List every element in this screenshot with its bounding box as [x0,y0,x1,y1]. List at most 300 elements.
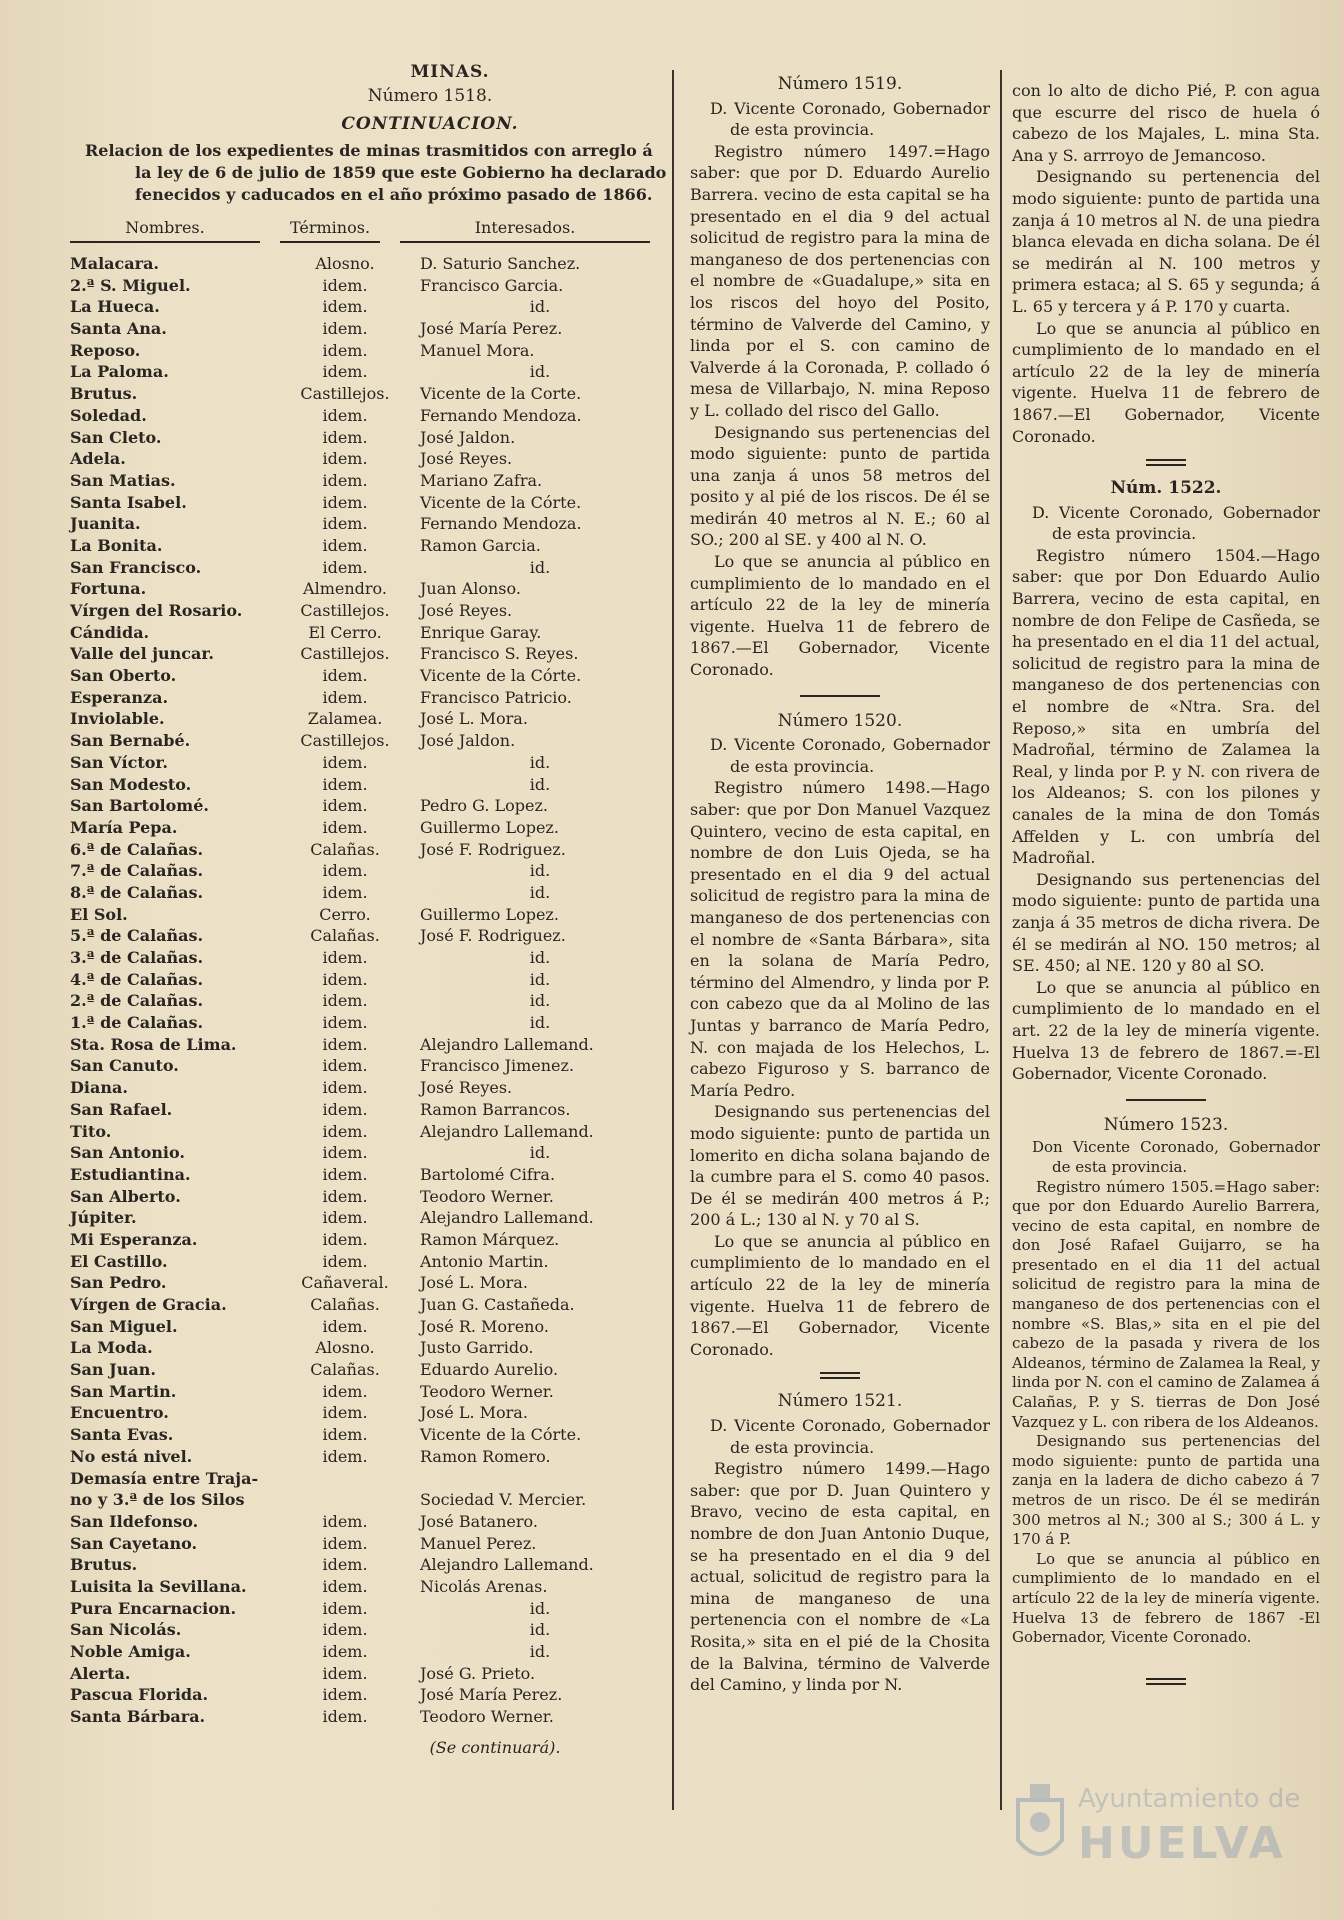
mine-term: Zalamea. [307,709,383,729]
table-row [70,839,670,861]
mine-interested-party: Eduardo Aurelio. [420,1360,559,1380]
article-title-1519: Número 1519. [777,74,903,94]
separator-double [1146,1678,1186,1685]
mine-term: idem. [322,861,368,881]
coat-of-arms-icon [1010,1780,1070,1870]
mine-name: Brutus. [70,384,138,404]
mine-term: idem. [322,666,368,686]
mine-term: idem. [322,991,368,1011]
mine-interested-party: Alejandro Lallemand. [420,1034,594,1054]
mine-term: idem. [322,557,368,577]
mine-term: idem. [322,817,368,837]
mine-name: 2.ª S. Miguel. [70,275,191,295]
mine-interested-party: Antonio Martin. [420,1251,549,1271]
mine-interested-party: Alejandro Lallemand. [420,1208,594,1228]
mine-name: San Bartolomé. [70,796,209,816]
table-row [70,1186,670,1208]
article-paragraph: Designando sus pertenencias del modo siguiente: punto de partida un lomerito en dicha solana bajando de la cumbre para el S. como 40 pasos. De él se medirán 400 metros á P.; 200 á L.; 130 al N. y 70 al S. [690,1102,990,1230]
mine-interested-party: id. [529,362,551,382]
column-announcements-1 [690,74,990,1696]
article-title-1520: Número 1520. [777,710,903,731]
mine-interested-party: id. [529,1143,551,1163]
watermark-line2: HUELVA [1078,1818,1286,1869]
mine-interested-party: José F. Rodriguez. [420,839,566,859]
table-row [70,1099,670,1121]
mine-interested-party: Alejandro Lallemand. [420,1121,594,1141]
table-row [70,361,670,383]
table-row [70,1077,670,1099]
mine-term: Calañas. [310,1360,380,1380]
mine-term: Calañas. [310,926,380,946]
mine-name: 8.ª de Calañas. [70,882,204,902]
mine-term: idem. [322,1446,368,1466]
table-row [70,990,670,1012]
mine-term: idem. [322,514,368,534]
mine-interested-party: id. [529,948,551,967]
mine-interested-party: Ramon Garcia. [420,535,541,555]
column-divider [672,70,674,1810]
mine-name: San Martin. [70,1381,177,1401]
table-row [70,1316,670,1338]
mine-term: idem. [322,1143,368,1163]
table-row [70,1533,670,1555]
mine-interested-party: Francisco Patricio. [420,687,572,707]
table-row [70,492,670,514]
mine-interested-party: Fernando Mendoza. [420,514,582,534]
article-paragraph: Lo que se anuncia al público en cumplimiento de lo mandado en el artículo 22 de la ley de minería vigente. Huelva 11 de febrero de 1867.—El Gobernador, Vicente Coronado. [690,1231,990,1359]
mine-interested-party: id. [529,557,551,577]
mine-term: idem. [322,1403,368,1423]
table-row [70,470,670,492]
table-row [70,969,670,991]
continuation-label: CONTINUACION. [341,114,519,134]
mine-interested-party: id. [529,1620,551,1640]
mine-term: Calañas. [310,1295,380,1314]
mine-name: Santa Bárbara. [70,1707,206,1727]
mine-name: Luisita la Sevillana. [70,1576,247,1596]
header-terminos: Términos. [280,218,380,243]
mine-name: Brutus. [70,1555,138,1575]
mine-name: María Pepa. [70,817,178,837]
article-paragraph: Registro número 1498.—Hago saber: que por Don Manuel Vazquez Quintero, vecino de esta capital, en nombre de don Luis Ojeda, se ha presentado en el dia 9 del actual solicitud de registro para la mina de manganeso de dos pertenencias con el nombre de «Santa Bárbara», sita en la solana de María Pedro, término del Almendro, y linda por P. con cabezo que da al Molino de las Juntas y barranco de María Pedro, N. con majada de los Helechos, L. cabezo Figuroso y S. barranco de María Pedro. [690,778,990,1100]
mine-name: San Oberto. [70,666,177,686]
mine-interested-party: Ramon Barrancos. [420,1099,571,1119]
table-row [70,774,670,796]
mine-term: idem. [322,427,368,447]
mine-term: idem. [322,449,368,469]
table-row [70,752,670,774]
table-row [70,1012,670,1034]
article-number: Número 1518. [367,86,493,106]
archive-watermark [1010,1770,1330,1890]
mine-term: Cañaveral. [301,1273,389,1293]
table-row [70,1381,670,1403]
mine-term: Almendro. [303,579,387,599]
mine-name: Pascua Florida. [70,1685,209,1705]
article-paragraph: Registro número 1499.—Hago saber: que por D. Juan Quintero y Bravo, vecino de esta capital, en nombre de don Juan Antonio Duque, se ha presentado en el dia 9 del actual, solicitud de registro para la mina de manganeso de una pertenencia con el nombre de «La Rosita,» sita en el pié de la Chosita de la Balvina, término de Valverde del Camino, y linda por N. [690,1459,990,1695]
mine-term: idem. [322,1425,368,1445]
mines-table [70,253,670,1728]
mine-name: Demasía entre Traja- [70,1468,259,1488]
mine-name: Santa Ana. [70,319,167,339]
table-row [70,296,670,318]
mine-name: Fortuna. [70,579,147,599]
mine-term: idem. [322,470,368,490]
mine-name: Adela. [70,449,126,469]
mine-interested-party: Fernando Mendoza. [420,405,582,425]
mine-term: Castillejos. [300,384,390,404]
mine-interested-party: Ramon Romero. [420,1446,551,1466]
table-row [70,600,670,622]
mine-term: idem. [322,492,368,512]
mine-name: San Juan. [70,1360,156,1380]
mine-interested-party: Francisco Jimenez. [420,1056,575,1076]
mine-interested-party: Francisco S. Reyes. [420,644,579,664]
mine-name: Soledad. [70,405,147,425]
mine-term: idem. [322,362,368,382]
mine-interested-party: Vicente de la Corte. [420,384,582,404]
table-row [70,1663,670,1685]
mine-interested-party: José Reyes. [420,601,513,620]
mine-interested-party: Sociedad V. Mercier. [420,1490,587,1510]
mine-interested-party: Juan Alonso. [420,579,521,599]
continues-note: (Se continuará). [429,1737,561,1757]
mine-name: San Bernabé. [70,731,191,751]
table-row [70,643,670,665]
article-paragraph: con lo alto de dicho Pié, P. con agua que escurre del risco de huela ó cabezo de los Majales, L. mina Sta. Ana y S. arrroyo de Jemancoso. [1012,81,1320,165]
table-row [70,1641,670,1663]
article-paragraph: Lo que se anuncia al público en cumplimiento de lo mandado en el artículo 22 de la ley de minería vigente. Huelva 13 de febrero de 1867 -El Gobernador, Vicente Coronado. [1012,1549,1320,1647]
mine-name: Malacara. [70,254,159,273]
mine-name: Valle del juncar. [70,644,214,664]
mine-interested-party: José L. Mora. [420,1273,528,1293]
governor-line: D. Vicente Coronado, Gobernador de esta provincia. [1032,502,1320,544]
table-row [70,1337,670,1359]
mine-name: San Cleto. [70,427,162,447]
separator-double [1146,459,1186,466]
mine-term: idem. [322,1685,368,1705]
mine-term: idem. [322,1598,368,1618]
column-minas-list [70,62,670,1757]
mine-interested-party: Teodoro Werner. [420,1707,554,1727]
mine-interested-party: Justo Garrido. [420,1338,534,1358]
mine-interested-party: José Jaldon. [420,427,516,447]
mine-name: San Antonio. [70,1143,185,1163]
mine-interested-party: José R. Moreno. [420,1316,549,1336]
mine-interested-party: Pedro G. Lopez. [420,796,548,816]
mine-interested-party: Vicente de la Córte. [420,492,582,512]
mine-term: Castillejos. [300,731,390,751]
mine-term: idem. [322,948,368,967]
mine-name: Santa Evas. [70,1425,174,1445]
table-row [70,1619,670,1641]
table-row [70,1554,670,1576]
column-divider [1000,70,1002,1810]
mine-name: Tito. [70,1121,112,1141]
mine-name: San Francisco. [70,557,202,577]
mine-term: idem. [322,1576,368,1596]
mine-name: Santa Isabel. [70,492,187,512]
table-row [70,1424,670,1446]
table-row [70,1034,670,1056]
governor-line: Don Vicente Coronado, Gobernador de esta provincia. [1032,1138,1320,1176]
mine-name: 4.ª de Calañas. [70,969,204,989]
mine-term: idem. [322,969,368,989]
table-row [70,275,670,297]
table-row [70,535,670,557]
table-row [70,925,670,947]
mine-term: Alosno. [315,254,375,273]
separator-double [820,1372,860,1379]
list-intro: Relacion de los expedientes de minas trasmitidos con arreglo á la ley de 6 de julio de 1859 que este Gobierno ha declarado fenecidos y caducados en el año próximo pasado de 1866. [85,141,667,204]
table-row [70,578,670,600]
mine-term: idem. [322,535,368,555]
mine-term: El Cerro. [308,622,382,642]
mine-term: idem. [322,1533,368,1553]
mine-interested-party: José Reyes. [420,449,513,469]
mine-term: idem. [322,1251,368,1271]
mine-term: idem. [322,752,368,772]
article-title-1522: Núm. 1522. [1110,478,1222,499]
mine-name: Esperanza. [70,687,169,707]
mine-term: idem. [322,319,368,339]
mine-interested-party: Guillermo Lopez. [420,904,559,924]
mine-term: idem. [322,1056,368,1076]
mine-term: idem. [322,1164,368,1184]
mine-name: San Ildefonso. [70,1511,199,1531]
table-header [70,218,670,243]
mine-name: La Hueca. [70,297,160,317]
header-nombres: Nombres. [70,218,260,243]
mine-interested-party: José Batanero. [420,1511,538,1531]
mine-name: San Rafael. [70,1099,173,1119]
mine-name: San Alberto. [70,1186,181,1206]
mine-name: Mi Esperanza. [70,1229,198,1249]
mine-name: No está nivel. [70,1446,193,1466]
table-row [70,427,670,449]
article-paragraph: Designando sus pertenencias del modo siguiente: punto de partida una zanja en la ladera de dicho cabezo á 7 metros de un risco. De él se medirán 300 metros al N.; 300 al S.; 300 á L. y 170 á P. [1012,1432,1320,1549]
mine-name: Reposo. [70,340,141,360]
table-row [70,1272,670,1294]
mine-interested-party: id. [529,882,551,902]
table-row [70,1251,670,1273]
mine-interested-party: Juan G. Castañeda. [420,1295,575,1314]
table-row [70,1489,670,1511]
table-row [70,557,670,579]
table-row [70,448,670,470]
mine-name: no y 3.ª de los Silos [70,1490,245,1510]
mine-term: idem. [322,1620,368,1640]
header-interesados: Interesados. [400,218,650,243]
mine-name: La Bonita. [70,535,163,555]
governor-line: D. Vicente Coronado, Gobernador de esta provincia. [710,1416,990,1457]
mine-term: idem. [322,1511,368,1531]
mine-name: San Matias. [70,470,176,490]
governor-line: D. Vicente Coronado, Gobernador de esta provincia. [710,735,990,776]
table-row [70,1294,670,1316]
mine-interested-party: Nicolás Arenas. [420,1576,548,1596]
table-row [70,947,670,969]
mine-name: Encuentro. [70,1403,169,1423]
mine-interested-party: id. [529,752,551,772]
mine-interested-party: José L. Mora. [420,709,528,729]
mine-interested-party [400,1468,660,1490]
mine-term: idem. [322,1642,368,1661]
table-row [70,1598,670,1620]
table-row [70,1142,670,1164]
mine-term: Cerro. [319,904,371,924]
mine-name: La Paloma. [70,362,169,382]
mine-name: San Cayetano. [70,1533,198,1553]
table-row [70,1402,670,1424]
mine-name: Inviolable. [70,709,165,729]
mine-term: idem. [322,340,368,360]
article-paragraph: Registro número 1505.=Hago saber: que por don Eduardo Aurelio Barrera, vecino de esta capital, en nombre de don José Rafael Guijarro, se ha presentado en el dia 11 del actual solicitud de registro para la mina de manganeso de dos pertenencias con el nombre «S. Blas,» sita en el pie del cabezo de la pasada y rivera de los Aldeanos, término de Zalamea la Real, y linda por N. con el camino de Zalamea á Calañas, P. y S. tierras de Don José Vazquez y L. con ribera de los Aldeanos. [1012,1177,1320,1431]
mine-interested-party: Bartolomé Cifra. [420,1164,556,1184]
mine-interested-party: José María Perez. [420,1685,563,1705]
mine-name: San Nicolás. [70,1620,182,1640]
mine-name: 1.ª de Calañas. [70,1013,204,1033]
table-row [70,665,670,687]
mine-name: Alerta. [70,1663,131,1683]
mine-term: idem. [322,1099,368,1119]
mine-term: idem. [322,1381,368,1401]
mine-name: Vírgen del Rosario. [70,601,243,620]
mine-name: Vírgen de Gracia. [70,1295,227,1314]
table-row [70,708,670,730]
section-title: MINAS. [410,62,490,82]
table-row [70,1359,670,1381]
mine-term: idem. [322,1555,368,1575]
table-row [70,730,670,752]
table-row [70,1164,670,1186]
mine-interested-party: id. [529,1642,551,1661]
mine-name: San Miguel. [70,1316,178,1336]
mine-name: San Modesto. [70,774,192,794]
mine-interested-party: Alejandro Lallemand. [420,1555,594,1575]
mine-term: idem. [322,1186,368,1206]
mine-name: Cándida. [70,622,150,642]
mine-term: idem. [322,882,368,902]
table-row [70,817,670,839]
table-row [70,1468,670,1490]
mine-term: idem. [322,405,368,425]
watermark-line1: Ayuntamiento de [1078,1784,1301,1814]
separator-rule [800,695,880,697]
table-row [70,622,670,644]
mine-term: idem. [322,297,368,317]
mine-term: idem. [322,1707,368,1727]
mine-name: Noble Amiga. [70,1642,191,1661]
article-paragraph: Lo que se anuncia al público en cumplimiento de lo mandado en el artículo 22 de la ley de minería vigente. Huelva 11 de febrero de 1867.—El Gobernador, Vicente Coronado. [690,552,990,680]
mine-name: Juanita. [70,514,141,534]
mine-name: Júpiter. [70,1208,137,1228]
mine-term: idem. [322,1034,368,1054]
article-paragraph: Registro número 1497.=Hago saber: que por D. Eduardo Aurelio Barrera. vecino de esta capital se ha presentado en el dia 9 del actual solicitud de registro para la mina de manganeso de dos pertenencias con el nombre de «Guadalupe,» sita en los riscos del hoyo del Posito, término de Valverde del Camino, y linda por el S. con camino de Valverde á la Coronada, P. collado ó mesa de Villarbajo, N. mina Reposo y L. collado del risco del Gallo. [690,141,990,420]
mine-term: idem. [322,1663,368,1683]
mine-term: Castillejos. [300,601,390,620]
table-row [70,340,670,362]
mine-interested-party: Vicente de la Córte. [420,666,582,686]
table-row [70,795,670,817]
article-title-1521: Número 1521. [777,1391,903,1412]
article-paragraph: Lo que se anuncia al público en cumplimiento de lo mandado en el art. 22 de la ley de minería vigente. Huelva 13 de febrero de 1867.=-El Gobernador, Vicente Coronado. [1012,977,1320,1084]
mine-interested-party: Guillermo Lopez. [420,817,559,837]
article-paragraph: Designando sus pertenencias del modo siguiente: punto de partida una zanja á 35 metros de dicha rivera. De él se medirán al NO. 150 metros; al SE. 450; al NE. 120 y 80 al SO. [1012,869,1320,976]
table-row [70,253,670,275]
article-paragraph: Registro número 1504.—Hago saber: que por Don Eduardo Aulio Barrera, vecino de esta capital, en nombre de don Felipe de Casñeda, se ha presentado en el dia 11 del actual, solicitud de registro para la mina de manganeso de dos pertenencias con el nombre de «Ntra. Sra. del Reposo,» sita en umbría del Madroñal, término de Zalamea la Real, y linda por P. y N. con rivera de los Aldeanos; S. con los pilones y canales de la mina de don Tomás Affelden y L. con umbría del Madroñal. [1012,545,1320,868]
table-row [70,1706,670,1728]
mine-name: 2.ª de Calañas. [70,991,204,1011]
mine-name: 3.ª de Calañas. [70,948,204,967]
column-announcements-2 [1012,80,1320,1697]
table-row [70,1207,670,1229]
mine-interested-party: José María Perez. [420,319,563,339]
mine-interested-party: id. [529,774,551,794]
table-row [70,687,670,709]
table-row [70,1229,670,1251]
article-paragraph: Lo que se anuncia al público en cumplimiento de lo mandado en el artículo 22 de la ley de minería vigente. Huelva 11 de febrero de 1867.—El Gobernador, Vicente Coronado. [1012,318,1320,446]
mine-interested-party: José G. Prieto. [420,1663,536,1683]
mine-name: San Pedro. [70,1273,167,1293]
mine-term: idem. [322,1121,368,1141]
mine-term [290,1468,400,1490]
mine-interested-party: José Jaldon. [420,731,516,751]
mine-interested-party: José Reyes. [420,1078,513,1098]
table-row [70,1055,670,1077]
mine-term: idem. [322,275,368,295]
mine-term: idem. [322,1078,368,1098]
table-row [70,882,670,904]
mine-term: idem. [322,1229,368,1249]
table-row [70,1446,670,1468]
table-row [70,1121,670,1143]
article-paragraph: Designando su pertenencia del modo siguiente: punto de partida una zanja á 10 metros al N. de una piedra blanca elevada en dicha solana. De él se medirán al N. 100 metros y primera estaca; al S. 65 y segunda; á L. 65 y tercera y á P. 170 y cuarta. [1012,167,1320,316]
mine-interested-party: id. [529,991,551,1011]
table-row [70,904,670,926]
mine-interested-party: Manuel Perez. [420,1533,537,1553]
mine-interested-party: id. [529,297,551,317]
mine-name: 6.ª de Calañas. [70,839,204,859]
mine-term: Alosno. [315,1338,375,1358]
mine-name: El Sol. [70,904,128,924]
mine-term: idem. [322,774,368,794]
table-row [70,1511,670,1533]
table-row [70,1684,670,1706]
table-row [70,318,670,340]
mine-name: 7.ª de Calañas. [70,861,204,881]
mine-interested-party: Teodoro Werner. [420,1381,554,1401]
mine-interested-party: Manuel Mora. [420,340,535,360]
mine-term [290,1489,400,1511]
table-row [70,1576,670,1598]
mine-term: idem. [322,1316,368,1336]
mine-interested-party: id. [529,861,551,881]
mine-interested-party: Ramon Márquez. [420,1229,560,1249]
mine-name: 5.ª de Calañas. [70,926,204,946]
mine-interested-party: Francisco Garcia. [420,275,564,295]
mine-interested-party: id. [529,1598,551,1618]
mine-interested-party: id. [529,1013,551,1033]
mine-name: La Moda. [70,1338,153,1358]
mine-interested-party: Vicente de la Córte. [420,1425,582,1445]
mine-name: San Canuto. [70,1056,179,1076]
mine-interested-party: José L. Mora. [420,1403,528,1423]
mine-name: Diana. [70,1078,128,1098]
governor-line: D. Vicente Coronado, Gobernador de esta provincia. [710,98,990,140]
mine-name: San Víctor. [70,752,168,772]
mine-interested-party: Enrique Garay. [420,622,542,642]
